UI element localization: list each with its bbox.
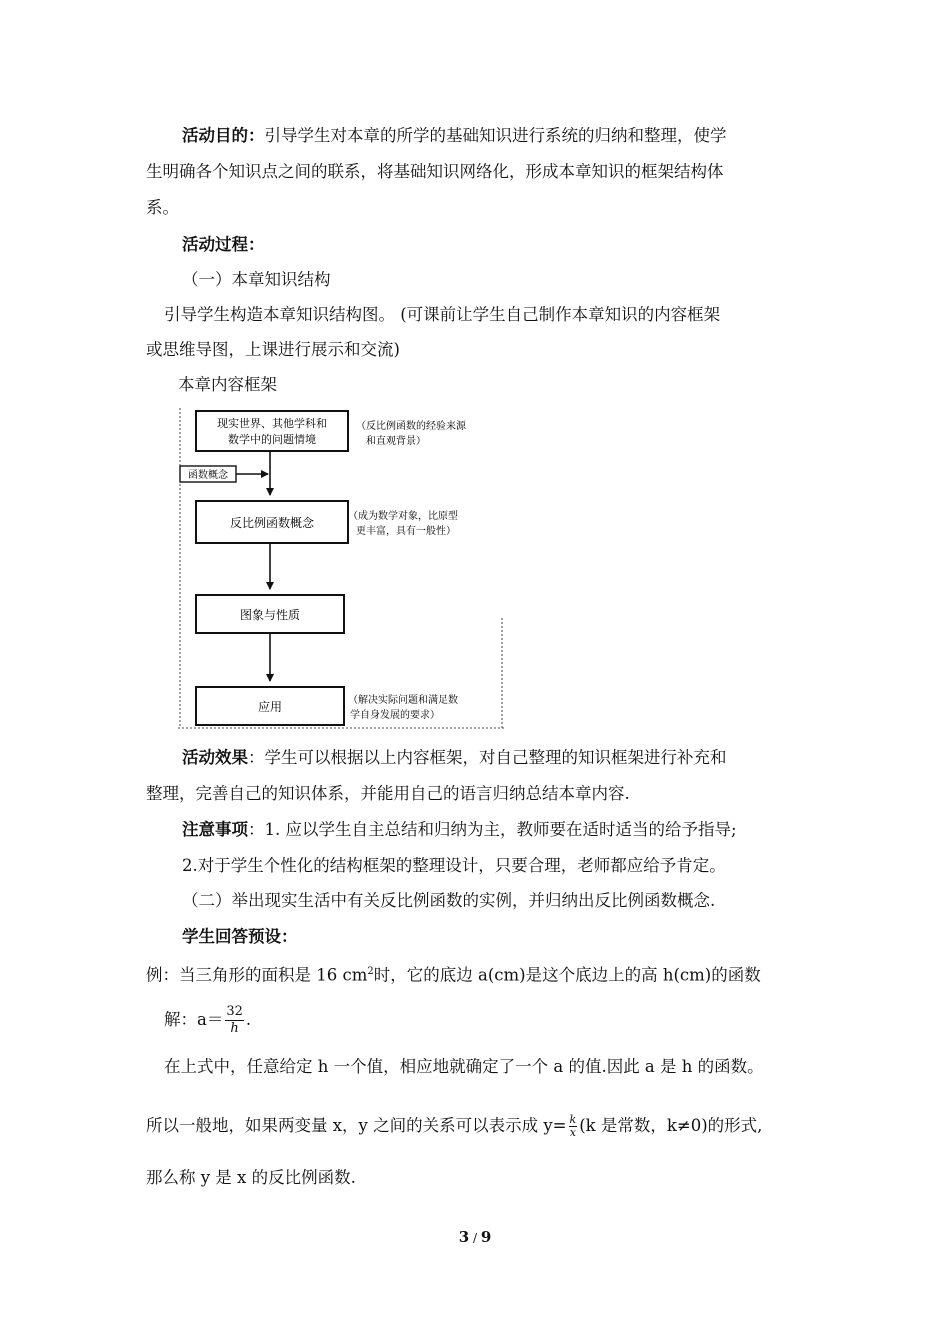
answer-label: 学生回答预设：: [182, 927, 298, 946]
current-page: 3: [458, 1228, 470, 1246]
notice-label: 注意事项: [182, 820, 248, 839]
definition-line-2: 那么称 y 是 x 的反比例函数.: [146, 1168, 356, 1187]
notice-line-2: 2.对于学生个性化的结构框架的整理设计，只要合理，老师都应给予肯定。: [182, 856, 726, 875]
box3-text: 图象与性质: [239, 608, 301, 622]
example-superscript: 2: [367, 966, 374, 977]
side-box-text: 函数概念: [188, 470, 228, 481]
process-label: 活动过程：: [182, 235, 265, 254]
solution-line: [164, 1004, 251, 1037]
effect-label: 活动效果: [182, 748, 248, 767]
box2-text: 反比例函数概念: [229, 516, 315, 530]
page-separator: /: [469, 1231, 481, 1245]
note2-text-1: （成为数学对象，比原型: [348, 511, 458, 522]
total-pages: 9: [480, 1228, 492, 1246]
note1-text-2: 和直观背景）: [366, 436, 426, 447]
box1-text-2: 数学中的问题情境: [228, 433, 316, 446]
effect-line-1: [182, 746, 727, 770]
section2-title: （二）举出现实生活中有关反比例函数的实例，并归纳出反比例函数概念.: [182, 891, 716, 910]
note4-text-2: 学自身发展的要求）: [350, 710, 440, 721]
page-number: [0, 1228, 950, 1246]
example-text-b: 时，它的底边 a(cm)是这个底边上的高 h(cm)的函数: [373, 965, 761, 985]
box1-text-1: 现实世界、其他学科和: [217, 417, 327, 430]
solution-numerator: 32: [226, 1004, 243, 1019]
notice-line-1: [182, 818, 737, 842]
solution-prefix: 解：a＝: [164, 1010, 224, 1029]
effect-line-2: 整理，完善自己的知识体系，并能用自己的语言归纳总结本章内容.: [146, 784, 630, 803]
example-line: [146, 960, 761, 988]
purpose-line-2: 生明确各个知识点之间的联系，将基础知识网络化，形成本章知识的框架结构体: [146, 162, 724, 181]
purpose-text-1: 引导学生对本章的所学的基础知识进行系统的归纳和整理，使学: [264, 126, 727, 145]
definition-fraction: [569, 1114, 578, 1139]
definition-numerator: k: [569, 1113, 577, 1126]
purpose-line-1: [182, 124, 727, 148]
structure-line-1: 引导学生构造本章知识结构图。 (可课前让学生自己制作本章知识的内容框架: [164, 305, 721, 324]
section1-title: （一）本章知识结构: [182, 270, 331, 289]
solution-fraction: [225, 1004, 244, 1037]
definition-prefix: 所以一般地，如果两变量 x，y 之间的关系可以表示成 y=: [146, 1116, 567, 1135]
note1-text-1: （反比例函数的经验来源: [356, 421, 466, 432]
purpose-line-3: 系。: [146, 198, 179, 217]
example-text-a: 例：当三角形的面积是 16 cm: [146, 965, 368, 985]
structure-line-2: 或思维导图，上课进行展示和交流): [146, 340, 400, 359]
note2-text-2: 更丰富，具有一般性）: [356, 526, 456, 537]
explanation-line: 在上式中，任意给定 h 一个值，相应地就确定了一个 a 的值.因此 a 是 h 的函数。: [164, 1057, 764, 1076]
definition-line-1: [146, 1110, 762, 1142]
notice-text-1: ：1. 应以学生自主总结和归纳为主，教师要在适时适当的给予指导;: [248, 820, 737, 839]
solution-denominator: h: [230, 1021, 239, 1036]
effect-text-1: ：学生可以根据以上内容框架，对自己整理的知识框架进行补充和: [248, 748, 727, 767]
definition-denominator: x: [569, 1126, 576, 1139]
purpose-label: 活动目的：: [182, 126, 265, 145]
box4-text: 应用: [257, 700, 283, 714]
solution-suffix: .: [245, 1010, 252, 1029]
content-framework-diagram: [170, 406, 510, 736]
diagram-title: 本章内容框架: [178, 375, 277, 394]
note4-text-1: （解决实际问题和满足数: [348, 695, 458, 706]
definition-suffix: (k 是常数，k≠0)的形式,: [579, 1116, 763, 1135]
